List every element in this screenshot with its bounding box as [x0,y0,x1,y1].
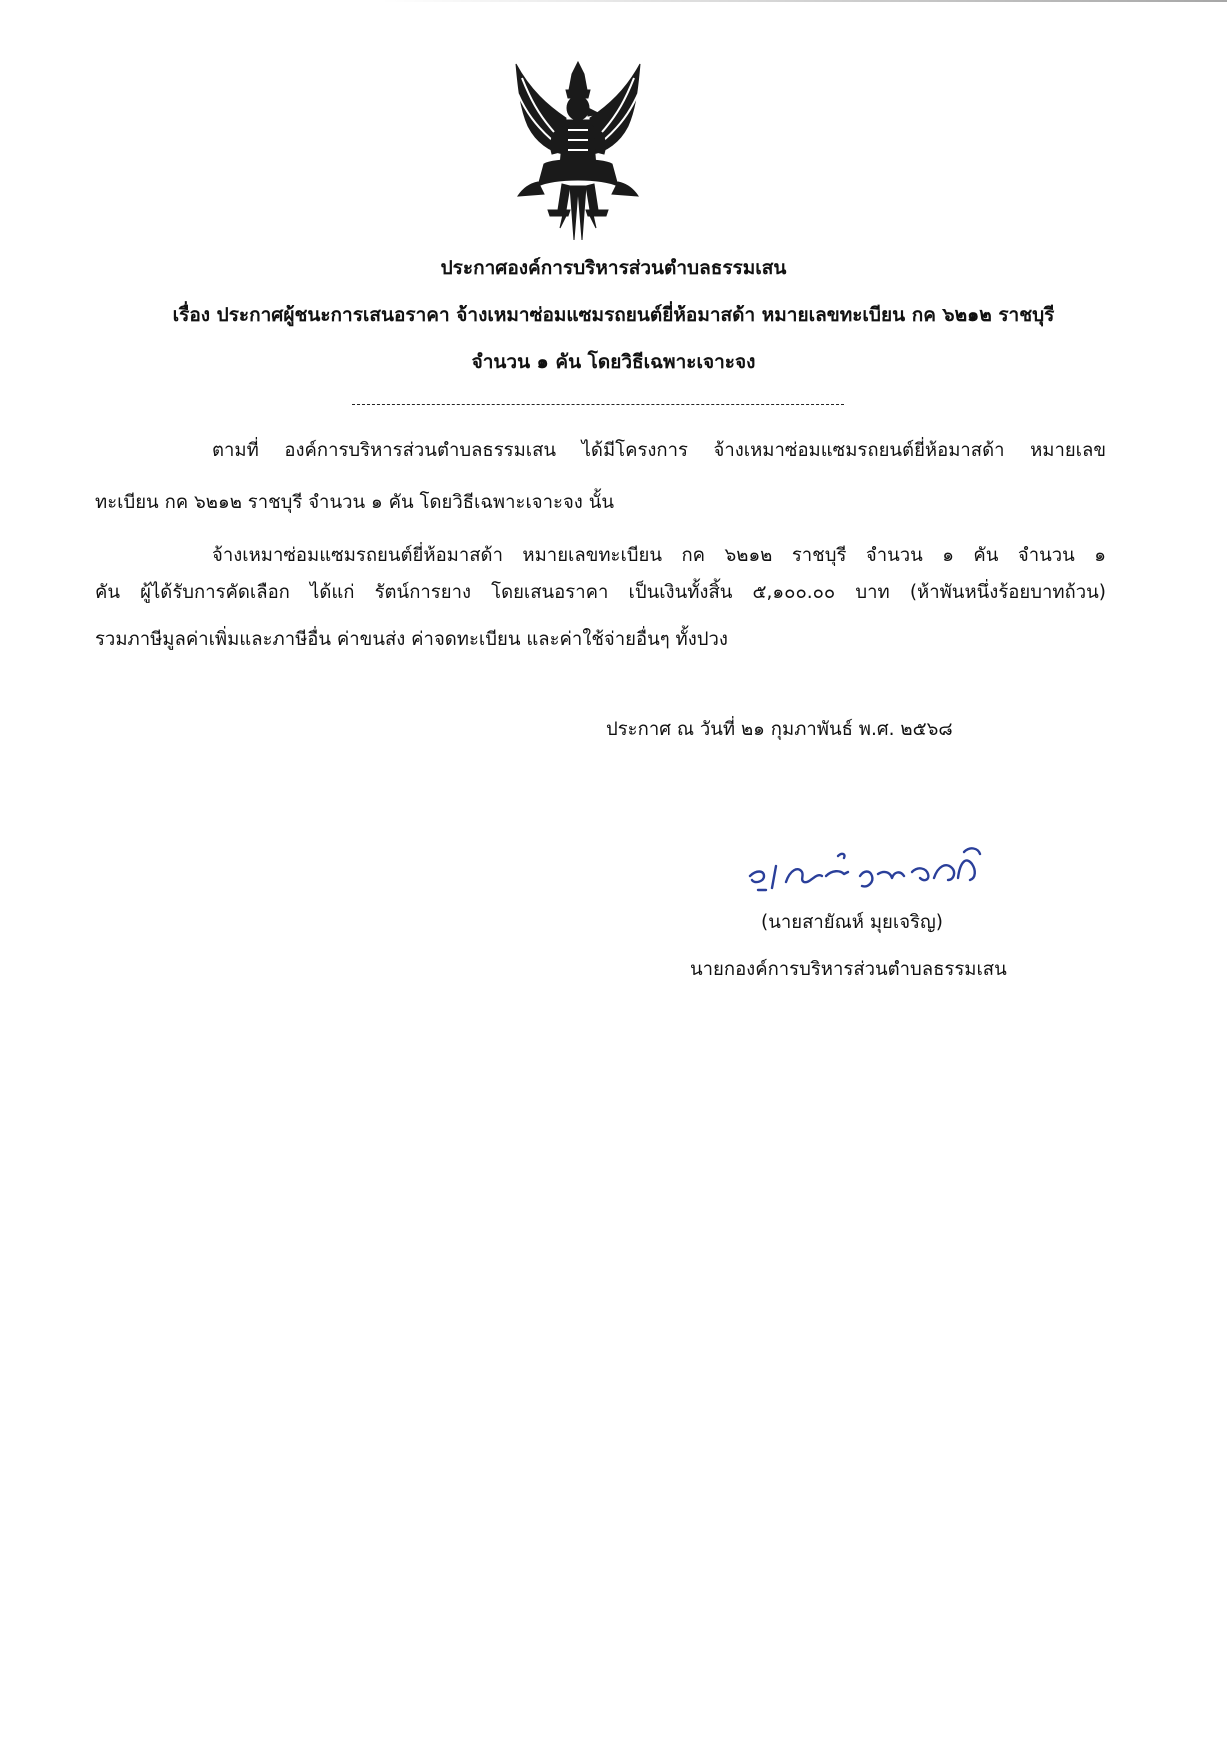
paragraph-2-line-3: รวมภาษีมูลค่าเพิ่มและภาษีอื่น ค่าขนส่ง ค่าจดทะเบียน และค่าใช้จ่ายอื่นๆ ทั้งปวง [95,629,728,650]
dashed-separator [352,404,844,405]
announcement-subject: เรื่อง ประกาศผู้ชนะการเสนอราคา จ้างเหมาซ่อมแซมรถยนต์ยี่ห้อมาสด้า หมายเลขทะเบียน กค ๖๒๑๒ ราชบุรี [172,304,1055,326]
announcement-subject-continued: จำนวน ๑ คัน โดยวิธีเฉพาะเจาะจง [471,351,756,373]
paragraph-2-line-2: คัน ผู้ได้รับการคัดเลือก ได้แก่ รัตน์การยาง โดยเสนอราคา เป็นเงินทั้งสิ้น ๕,๑๐๐.๐๐ บาท (ห้าพันหนึ่งร้อยบาทถ้วน) [95,582,1106,603]
signer-position: นายกองค์การบริหารส่วนตำบลธรรมเสน [690,959,1007,980]
announcement-date: ประกาศ ณ วันที่ ๒๑ กุมภาพันธ์ พ.ศ. ๒๕๖๘ [606,719,953,740]
paragraph-1-line-1: ตามที่ องค์การบริหารส่วนตำบลธรรมเสน ได้มีโครงการ จ้างเหมาซ่อมแซมรถยนต์ยี่ห้อมาสด้า หมายเลข [212,440,1106,461]
paragraph-1-line-2: ทะเบียน กค ๖๒๑๒ ราชบุรี จำนวน ๑ คัน โดยวิธีเฉพาะเจาะจง นั้น [95,492,614,513]
announcement-title: ประกาศองค์การบริหารส่วนตำบลธรรมเสน [440,257,787,279]
handwritten-signature [742,826,1042,906]
paragraph-2-line-1: จ้างเหมาซ่อมแซมรถยนต์ยี่ห้อมาสด้า หมายเลขทะเบียน กค ๖๒๑๒ ราชบุรี จำนวน ๑ คัน จำนวน ๑ [212,545,1106,566]
garuda-emblem-icon [508,60,648,242]
signer-name: (นายสายัณห์ มุยเจริญ) [761,912,943,933]
scan-edge-shadow [380,0,1227,2]
